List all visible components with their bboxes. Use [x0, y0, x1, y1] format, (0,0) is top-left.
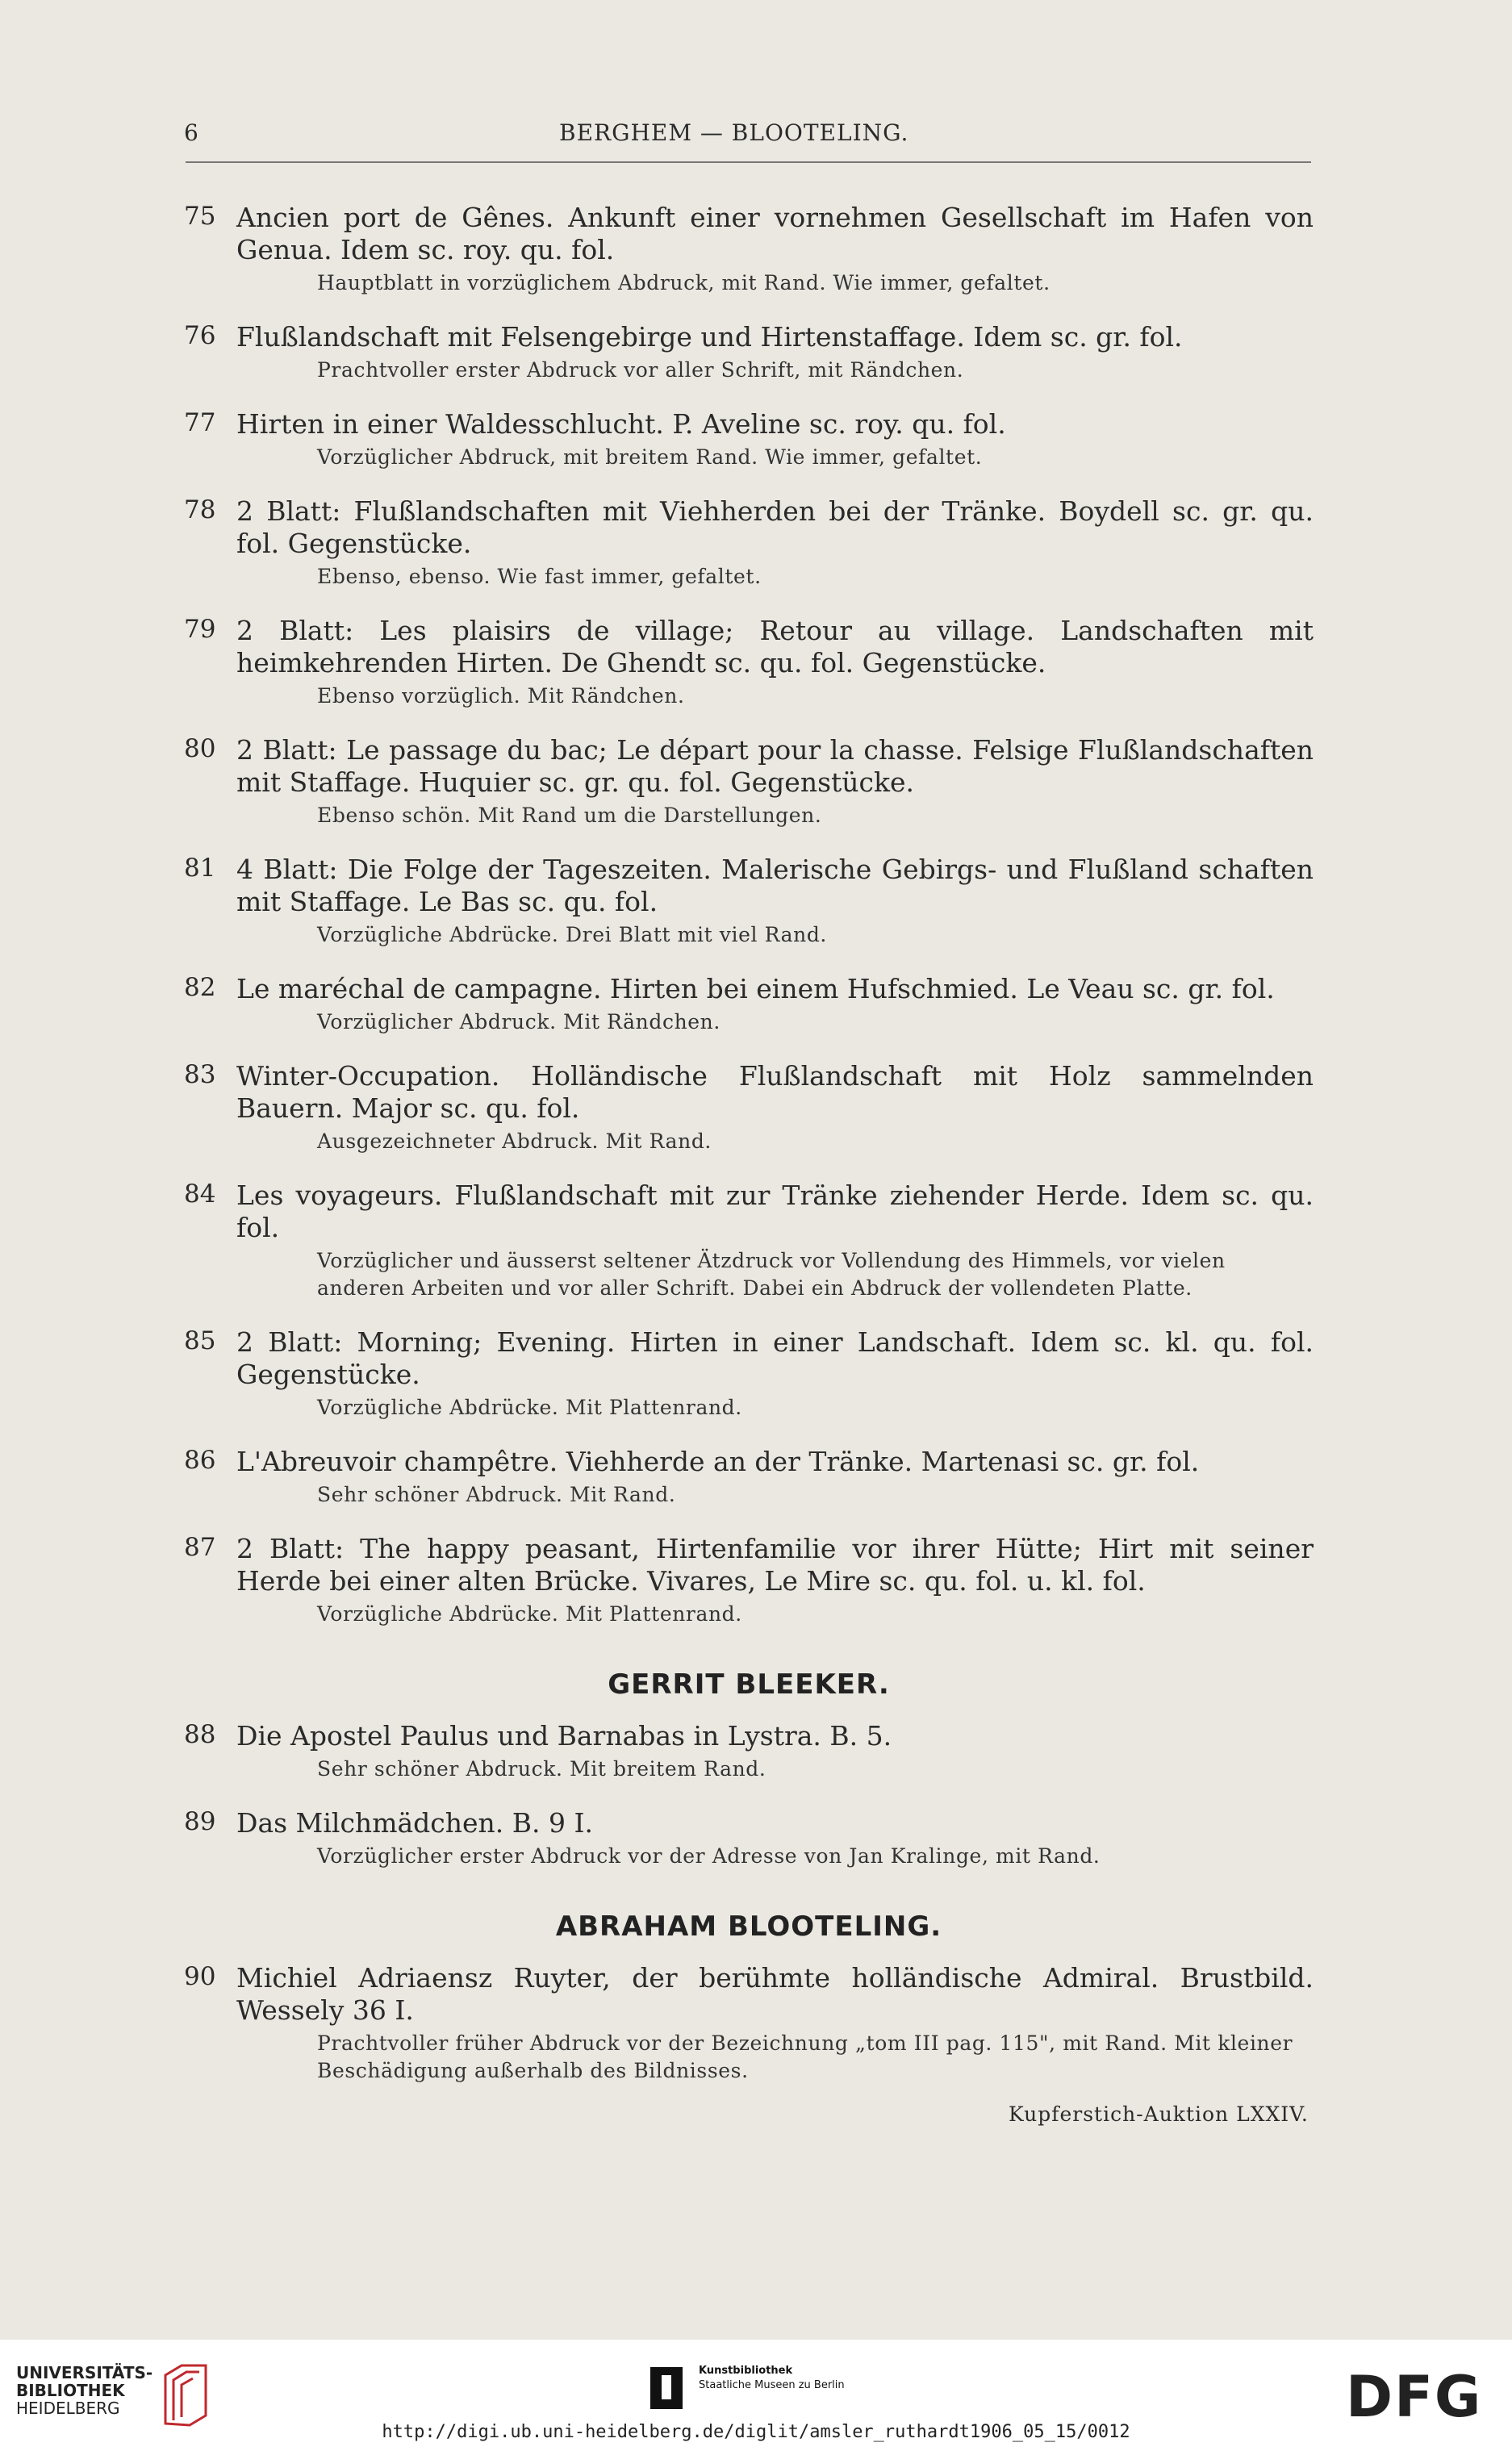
entry-description: 2 Blatt: Les plaisirs de village; Retour au village. Landschaften mit heimkehrenden Hirten. De Ghendt sc. qu. fol. Gegenstücke.: [236, 615, 1314, 679]
entry-number: 84: [184, 1180, 216, 1209]
entry-number: 88: [184, 1720, 216, 1749]
entry-condition-note: Vorzüglicher und äusserst seltener Ätzdruck vor Vollendung des Himmels, vor vielen anderen Arbeiten und vor aller Schrift. Dabei ein Abdruck der vollendeten Platte.: [317, 1249, 1226, 1300]
entry-condition-note: Ausgezeichneter Abdruck. Mit Rand.: [317, 1129, 712, 1153]
entry-number: 75: [184, 202, 216, 231]
uni-line-3: HEIDELBERG: [16, 2399, 120, 2418]
blooteling-entries: [184, 1962, 1314, 2085]
entry-description: Les voyageurs. Flußlandschaft mit zur Tränke ziehender Herde. Idem sc. qu. fol.: [236, 1180, 1314, 1243]
entry-number: 79: [184, 615, 216, 644]
heidelberg-library-icon: [149, 2359, 212, 2430]
entry-number: 80: [184, 734, 216, 763]
entry-number: 86: [184, 1446, 216, 1475]
entry-condition-note: Sehr schöner Abdruck. Mit breitem Rand.: [317, 1757, 766, 1781]
catalog-entry: [184, 1533, 1314, 1628]
uni-line-1: UNIVERSITÄTS-: [16, 2363, 153, 2382]
entry-condition-note: Prachtvoller früher Abdruck vor der Bezeichnung „tom III pag. 115", mit Rand. Mit kleiner Beschädigung außerhalb des Bildnisses.: [317, 2031, 1293, 2082]
catalog-entry: [184, 1326, 1314, 1422]
entry-description: Winter-Occupation. Holländische Flußlandschaft mit Holz sammelnden Bauern. Major sc. qu. fol.: [236, 1060, 1314, 1124]
entry-description: Michiel Adriaensz Ruyter, der berühmte holländische Admiral. Brustbild. Wessely 36 I.: [236, 1962, 1314, 2026]
entry-number: 78: [184, 495, 216, 524]
catalog-entry: [184, 734, 1314, 829]
entry-number: 82: [184, 973, 216, 1002]
catalog-entry: [184, 408, 1314, 471]
signature-mark: Kupferstich-Auktion LXXIV.: [1009, 2102, 1309, 2126]
entry-number: 87: [184, 1533, 216, 1562]
entry-condition-note: Sehr schöner Abdruck. Mit Rand.: [317, 1483, 676, 1506]
entry-description: Flußlandschaft mit Felsengebirge und Hirtenstaffage. Idem sc. gr. fol.: [236, 321, 1183, 353]
catalog-entry: [184, 854, 1314, 949]
uni-line-2: BIBLIOTHEK: [16, 2381, 125, 2400]
entry-description: 4 Blatt: Die Folge der Tageszeiten. Malerische Gebirgs- und Flußland schaften mit Staffage. Le Bas sc. qu. fol.: [236, 854, 1314, 917]
entry-description: 2 Blatt: The happy peasant, Hirtenfamilie vor ihrer Hütte; Hirt mit seiner Herde bei einer alten Brücke. Vivares, Le Mire sc. qu. fol. u. kl. fol.: [236, 1533, 1314, 1597]
digitization-footer: [0, 2340, 1512, 2451]
section-title-bleeker: GERRIT BLEEKER.: [608, 1668, 890, 1701]
kunstbibliothek-icon: [645, 2364, 687, 2412]
catalog-entries: [184, 202, 1314, 2109]
entry-condition-note: Vorzüglicher Abdruck. Mit Rändchen.: [317, 1010, 720, 1033]
entry-condition-note: Vorzüglicher erster Abdruck vor der Adresse von Jan Kralinge, mit Rand.: [317, 1844, 1101, 1868]
university-library-logo: [16, 2364, 152, 2417]
entry-condition-note: Vorzügliche Abdrücke. Mit Plattenrand.: [317, 1396, 742, 1419]
catalog-entry: [184, 1180, 1314, 1302]
entry-number: 76: [184, 321, 216, 350]
entry-description: Ancien port de Gênes. Ankunft einer vornehmen Gesellschaft im Hafen von Genua. Idem sc. roy. qu. fol.: [236, 202, 1314, 265]
source-url[interactable]: http://digi.ub.uni-heidelberg.de/diglit/amsler_ruthardt1906_05_15/0012: [382, 2422, 1130, 2442]
entry-description: L'Abreuvoir champêtre. Viehherde an der Tränke. Martenasi sc. gr. fol.: [236, 1446, 1200, 1477]
catalog-entry: [184, 973, 1314, 1036]
entry-description: Die Apostel Paulus und Barnabas in Lystra. B. 5.: [236, 1720, 892, 1752]
kb-line-2: Staatliche Museen zu Berlin: [699, 2379, 845, 2391]
entry-number: 81: [184, 854, 216, 883]
catalog-entry: [184, 1720, 1314, 1783]
dfg-logo: DFG: [1346, 2364, 1483, 2430]
entry-description: 2 Blatt: Le passage du bac; Le départ pour la chasse. Felsige Flußlandschaften mit Staffage. Huquier sc. gr. qu. fol. Gegenstücke.: [236, 734, 1314, 798]
entry-condition-note: Vorzügliche Abdrücke. Drei Blatt mit viel Rand.: [317, 923, 827, 946]
entry-condition-note: Ebenso vorzüglich. Mit Rändchen.: [317, 684, 685, 708]
catalog-entry: [184, 615, 1314, 710]
berghem-entries: [184, 202, 1314, 1628]
header-rule: [186, 161, 1311, 163]
catalog-entry: [184, 202, 1314, 297]
entry-condition-note: Hauptblatt in vorzüglichem Abdruck, mit Rand. Wie immer, gefaltet.: [317, 271, 1050, 294]
entry-number: 77: [184, 408, 216, 437]
page-header: [184, 119, 1314, 152]
kb-line-1: Kunstbibliothek: [699, 2365, 793, 2377]
entry-number: 85: [184, 1326, 216, 1355]
catalog-entry: [184, 321, 1314, 384]
entry-condition-note: Vorzügliche Abdrücke. Mit Plattenrand.: [317, 1602, 742, 1626]
running-title: BERGHEM — BLOOTELING.: [559, 119, 909, 146]
bleeker-entries: [184, 1720, 1314, 1870]
entry-number: 83: [184, 1060, 216, 1089]
entry-description: 2 Blatt: Flußlandschaften mit Viehherden bei der Tränke. Boydell sc. gr. qu. fol. Gegenstücke.: [236, 495, 1314, 559]
catalog-entry: [184, 1060, 1314, 1155]
entry-description: Hirten in einer Waldesschlucht. P. Aveline sc. roy. qu. fol.: [236, 408, 1006, 440]
entry-number: 90: [184, 1962, 216, 1991]
catalog-entry: [184, 1807, 1314, 1870]
entry-condition-note: Prachtvoller erster Abdruck vor aller Schrift, mit Rändchen.: [317, 358, 964, 382]
catalog-entry: [184, 1446, 1314, 1509]
entry-description: 2 Blatt: Morning; Evening. Hirten in einer Landschaft. Idem sc. kl. qu. fol. Gegenstücke.: [236, 1326, 1314, 1390]
page-number: 6: [184, 119, 199, 146]
entry-description: Das Milchmädchen. B. 9 I.: [236, 1807, 594, 1839]
section-title-blooteling: ABRAHAM BLOOTELING.: [555, 1910, 942, 1943]
entry-condition-note: Ebenso schön. Mit Rand um die Darstellungen.: [317, 804, 822, 827]
entry-condition-note: Ebenso, ebenso. Wie fast immer, gefaltet.: [317, 565, 762, 588]
entry-number: 89: [184, 1807, 216, 1836]
catalog-entry: [184, 495, 1314, 591]
entry-condition-note: Vorzüglicher Abdruck, mit breitem Rand. Wie immer, gefaltet.: [317, 445, 983, 469]
entry-description: Le maréchal de campagne. Hirten bei einem Hufschmied. Le Veau sc. gr. fol.: [236, 973, 1275, 1004]
catalog-entry: [184, 1962, 1314, 2085]
kunstbibliothek-logo: [699, 2364, 845, 2393]
